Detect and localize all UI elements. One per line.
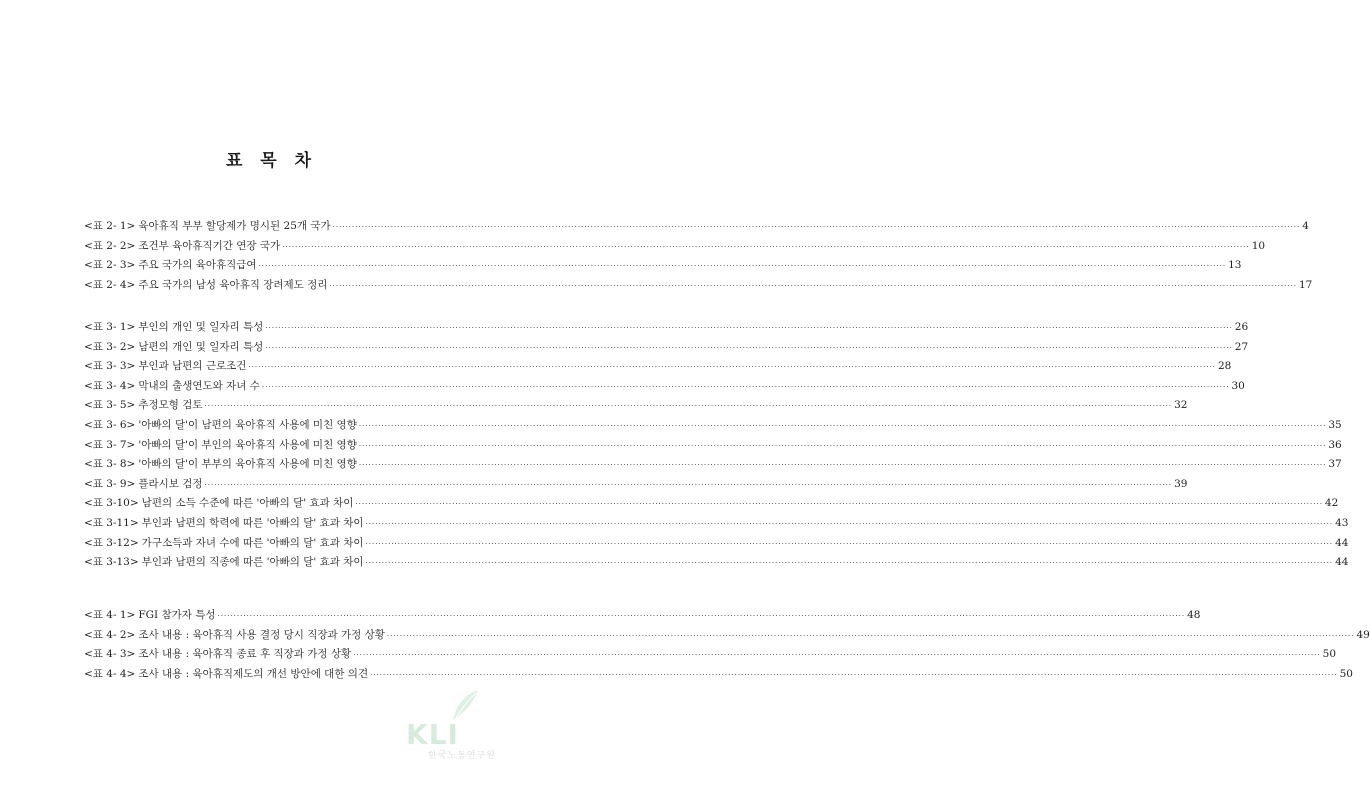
- toc-entry[interactable]: [84, 377, 1245, 397]
- toc-entry-page: 30: [1231, 379, 1245, 392]
- toc-entry-page: 36: [1328, 438, 1342, 451]
- dot-leader: ············································································································································································································································································································: [261, 382, 1230, 391]
- toc-entry-label: <표 2- 1>: [84, 220, 136, 232]
- toc-entry-page: 43: [1335, 516, 1349, 529]
- toc-entry-label: <표 4- 4>: [84, 667, 136, 680]
- toc-entry-title: '아빠의 달'이 남편의 육아휴직 사용에 미친 영향: [138, 418, 357, 431]
- toc-entry-title: 부인과 남편의 근로조건: [138, 360, 247, 373]
- kli-watermark: [398, 712, 518, 760]
- toc-entry[interactable]: [84, 665, 1353, 685]
- toc-entry-label: <표 4- 3>: [84, 648, 136, 661]
- toc-entry-page: 4: [1302, 220, 1309, 232]
- toc-entry-page: 44: [1335, 536, 1349, 549]
- toc-entry-label: <표 4- 1>: [84, 609, 136, 621]
- toc-entry-page: 10: [1251, 239, 1266, 252]
- dot-leader: ············································································································································································································································································································: [365, 539, 1334, 548]
- toc-entry-page: 32: [1174, 399, 1188, 412]
- dot-leader: ············································································································································································································································································································: [386, 631, 1355, 640]
- toc-entry[interactable]: [84, 534, 1349, 554]
- toc-entry[interactable]: [84, 436, 1342, 456]
- dot-leader: ············································································································································································································································································································: [329, 281, 1297, 290]
- toc-entry-title: 남편의 개인 및 일자리 특성: [138, 340, 264, 353]
- dot-leader: ············································································································································································································································································································: [353, 651, 1321, 660]
- toc-entry-title: FGI 참가자 특성: [138, 609, 216, 621]
- toc-entry-page: 37: [1328, 458, 1342, 471]
- dot-leader: ············································································································································································································································································································: [217, 612, 1186, 620]
- toc-entry-title: 육아휴직 부부 할당제가 명시된 25개 국가: [138, 220, 331, 232]
- toc-entry[interactable]: [84, 626, 1370, 646]
- kli-org-name: 한국노동연구원: [428, 751, 496, 761]
- toc-entry-label: <표 4- 2>: [84, 628, 136, 641]
- toc-entry[interactable]: [84, 237, 1266, 257]
- toc-entry-title: 주요 국가의 남성 육아휴직 장려제도 정리: [138, 278, 328, 291]
- toc-entry[interactable]: [84, 276, 1313, 296]
- dot-leader: ············································································································································································································································································································: [258, 262, 1227, 271]
- toc-entry-label: <표 3- 2>: [84, 340, 136, 353]
- kli-logo-text: KLI: [406, 718, 459, 751]
- toc-entry-title: 조사 내용 : 육아휴직 종료 후 직장과 가정 상황: [138, 648, 352, 661]
- toc-entry-page: 49: [1356, 628, 1370, 641]
- toc-entry-title: 부인과 남편의 직종에 따른 '아빠의 달' 효과 차이: [141, 556, 364, 569]
- toc-entry-label: <표 3-12>: [84, 536, 139, 549]
- toc-entry-label: <표 3-10>: [84, 497, 139, 510]
- toc-entry[interactable]: [84, 416, 1342, 436]
- toc-entry-title: '아빠의 달'이 부인의 육아휴직 사용에 미친 영향: [138, 438, 357, 451]
- toc-entry[interactable]: [84, 217, 1309, 237]
- toc-entry[interactable]: [84, 475, 1188, 495]
- dot-leader: ············································································································································································································································································································: [265, 343, 1233, 352]
- toc-entry-page: 28: [1217, 360, 1232, 373]
- toc-section-4: [84, 606, 1370, 684]
- toc-entry-title: 가구소득과 자녀 수에 따른 '아빠의 달' 효과 차이: [141, 536, 364, 549]
- dot-leader: ············································································································································································································································································································: [365, 559, 1334, 568]
- toc-entry-title: 주요 국가의 육아휴직급여: [138, 259, 257, 272]
- toc-entry-label: <표 3- 7>: [84, 438, 136, 451]
- dot-leader: ············································································································································································································································································································: [365, 519, 1334, 528]
- toc-entry-page: 27: [1234, 340, 1249, 353]
- toc-entry-label: <표 3- 8>: [84, 458, 136, 471]
- toc-entry-page: 50: [1322, 648, 1337, 661]
- toc-entry-label: <표 3- 3>: [84, 360, 136, 373]
- toc-entry-page: 44: [1335, 556, 1349, 569]
- toc-entry-page: 26: [1234, 321, 1249, 333]
- dot-leader: ············································································································································································································································································································: [358, 461, 1327, 470]
- toc-entry-title: 막내의 출생연도와 자녀 수: [138, 379, 260, 392]
- toc-entry-label: <표 2- 3>: [84, 259, 136, 272]
- toc-entry-title: '아빠의 달'이 부부의 육아휴직 사용에 미친 영향: [138, 458, 357, 471]
- toc-entry-label: <표 3-13>: [84, 556, 139, 569]
- toc-entry-title: 조사 내용 : 육아휴직 사용 결정 당시 직장과 가정 상황: [138, 628, 385, 641]
- toc-section-2: [84, 217, 1313, 295]
- toc-entry[interactable]: [84, 338, 1249, 358]
- toc-entry[interactable]: [84, 357, 1232, 377]
- toc-entry-page: 48: [1187, 609, 1201, 621]
- toc-section-3: [84, 318, 1349, 573]
- toc-entry[interactable]: [84, 396, 1188, 416]
- toc-entry-page: 50: [1339, 667, 1353, 680]
- toc-entry-title: 플라시보 검정: [138, 477, 203, 490]
- toc-entry-page: 35: [1328, 418, 1342, 431]
- dot-leader: ············································································································································································································································································································: [370, 670, 1338, 679]
- toc-entry-page: 42: [1324, 497, 1339, 510]
- toc-entry-label: <표 2- 4>: [84, 278, 136, 291]
- toc-entry-title: 조사 내용 : 육아휴직제도의 개선 방안에 대한 의견: [138, 667, 369, 680]
- toc-entry[interactable]: [84, 494, 1339, 514]
- toc-entry-page: 17: [1298, 278, 1313, 291]
- toc-entry-page: 13: [1228, 259, 1242, 272]
- dot-leader: ············································································································································································································································································································: [355, 500, 1323, 509]
- toc-entry-label: <표 2- 2>: [84, 239, 136, 252]
- toc-entry[interactable]: [84, 256, 1242, 276]
- dot-leader: ············································································································································································································································································································: [358, 441, 1327, 450]
- toc-entry-title: 추정모형 검토: [138, 399, 203, 412]
- toc-entry-page: 39: [1174, 477, 1188, 490]
- toc-entry-label: <표 3- 1>: [84, 321, 136, 333]
- toc-entry-title: 부인과 남편의 학력에 따른 '아빠의 달' 효과 차이: [141, 516, 364, 529]
- dot-leader: ············································································································································································································································································································: [204, 402, 1173, 411]
- dot-leader: ············································································································································································································································································································: [204, 480, 1173, 489]
- toc-entry-title: 부인의 개인 및 일자리 특성: [138, 321, 264, 333]
- leaf-icon: [450, 688, 480, 722]
- dot-leader: ············································································································································································································································································································: [265, 324, 1233, 332]
- toc-entry[interactable]: [84, 455, 1342, 475]
- toc-entry-title: 남편의 소득 수준에 따른 '아빠의 달' 효과 차이: [141, 497, 354, 510]
- toc-entry-label: <표 3- 9>: [84, 477, 136, 490]
- toc-entry-label: <표 3- 5>: [84, 399, 136, 412]
- dot-leader: ············································································································································································································································································································: [248, 363, 1216, 372]
- toc-entry[interactable]: [84, 606, 1201, 626]
- toc-entry[interactable]: [84, 514, 1349, 534]
- toc-entry-label: <표 3- 4>: [84, 379, 136, 392]
- toc-entry[interactable]: [84, 553, 1349, 573]
- toc-entry[interactable]: [84, 645, 1337, 665]
- toc-entry[interactable]: [84, 318, 1249, 338]
- dot-leader: ············································································································································································································································································································: [282, 242, 1250, 251]
- toc-entry-title: 조건부 육아휴직기간 연장 국가: [138, 239, 281, 252]
- dot-leader: ············································································································································································································································································································: [332, 223, 1301, 231]
- toc-entry-label: <표 3- 6>: [84, 418, 136, 431]
- toc-entry-label: <표 3-11>: [84, 516, 139, 529]
- dot-leader: ············································································································································································································································································································: [358, 421, 1327, 430]
- page-title: 표 목 차: [225, 151, 318, 171]
